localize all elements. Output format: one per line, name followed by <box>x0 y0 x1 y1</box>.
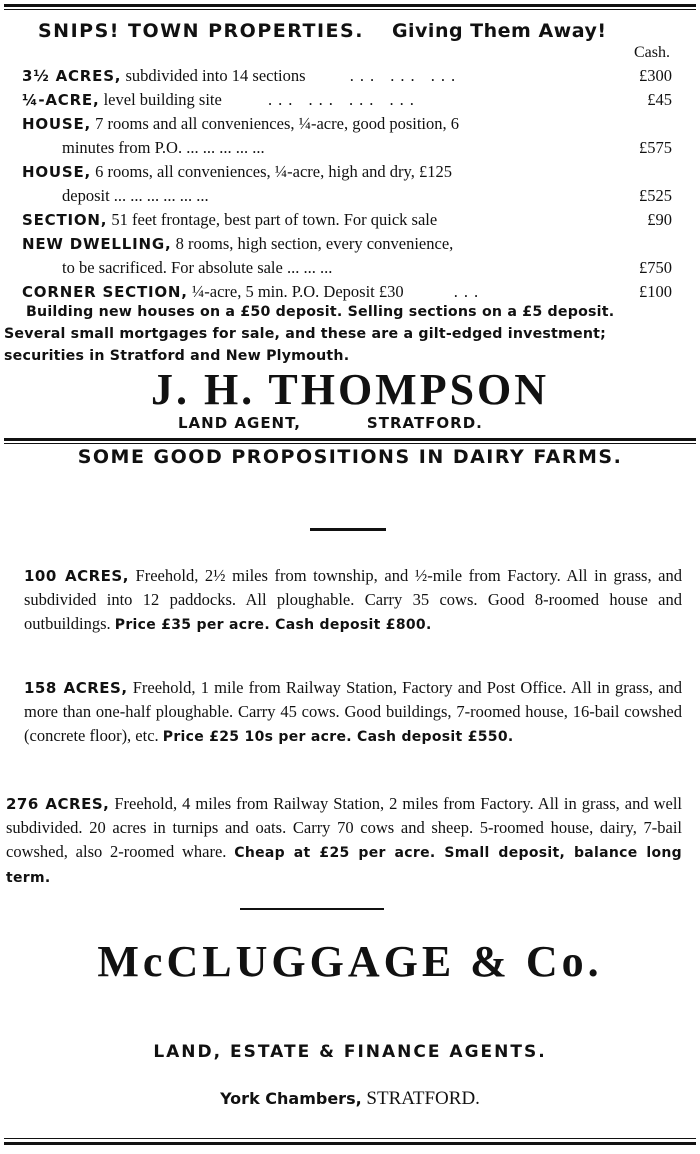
top-rule-thin <box>4 9 696 10</box>
bottom-rule-thin <box>4 1138 696 1139</box>
bottom-rule <box>4 1142 696 1145</box>
footer-line: securities in Stratford and New Plymouth. <box>4 348 350 364</box>
agent-line <box>178 414 483 432</box>
short-rule <box>310 528 386 531</box>
ad-divider-thin <box>4 443 696 444</box>
cash-column-header: Cash. <box>634 44 670 61</box>
listing: NEW DWELLING, 8 rooms, high section, every convenience, £750 <box>22 234 672 277</box>
agent-name: J. H. THOMPSON <box>150 365 550 414</box>
listing-continued: minutes from P.O. ... ... ... ... ... <box>62 138 265 157</box>
firm-address: York Chambers, STRATFORD. <box>220 1088 480 1109</box>
listing: HOUSE, 7 rooms and all conveniences, ¼-acre, good position, 6 £575 <box>22 114 672 157</box>
listing: CORNER SECTION, ¼-acre, 5 min. P.O. Deposit £30 ... £100 <box>22 282 672 301</box>
agent-title: LAND AGENT, <box>178 414 301 432</box>
listing: 3½ ACRES, subdivided into 14 sections ... ... ... £300 <box>22 66 672 85</box>
footer-line: Several small mortgages for sale, and these are a gilt-edged investment; <box>4 326 606 342</box>
ad-divider <box>4 438 696 441</box>
listing-continued: to be sacrificed. For absolute sale ... ... ... <box>62 258 333 277</box>
ad1-headline: SNIPS! TOWN PROPERTIES. Giving Them Away! <box>38 20 607 42</box>
firm-name: McCLUGGAGE & Co. <box>97 937 603 986</box>
short-rule <box>240 908 384 910</box>
listing: SECTION, 51 feet frontage, best part of town. For quick sale £90 <box>22 210 672 229</box>
listing: ¼-ACRE, level building site ... ... ... ... £45 <box>22 90 672 109</box>
farm-listing: 276 ACRES, Freehold, 4 miles from Railway Station, 2 miles from Factory. All in grass, and well subdivided. 20 acres in turnips and oats. Carry 70 cows and sheep. 5-roomed house, dairy, 7-bail cowshed, also 2-roomed whare. Cheap at £25 per acre. Small deposit, balance long term. <box>6 794 683 886</box>
ad2-headline: SOME GOOD PROPOSITIONS IN DAIRY FARMS. <box>77 446 623 468</box>
farm-listing: 158 ACRES, Freehold, 1 mile from Railway Station, Factory and Post Office. All in grass, and more than one-half ploughable. Carry 45 cows. Good buildings, 7-roomed house, 16-bail cowshed (concrete floor), etc. Price £25 10s per acre. Cash deposit £550. <box>24 678 683 745</box>
listing-continued: deposit ... ... ... ... ... ... <box>62 186 209 205</box>
firm-description: LAND, ESTATE & FINANCE AGENTS. <box>153 1042 547 1062</box>
listing: HOUSE, 6 rooms, all conveniences, ¼-acre, high and dry, £125 £525 <box>22 162 672 205</box>
top-rule <box>4 4 696 7</box>
footer-line: Building new houses on a £50 deposit. Selling sections on a £5 deposit. <box>26 304 615 320</box>
farm-listing: 100 ACRES, Freehold, 2½ miles from township, and ½-mile from Factory. All in grass, and subdivided into 12 paddocks. All ploughable. Carry 35 cows. Good 8-roomed house and outbuildings. Price £35 per acre. Cash deposit £800. <box>24 566 683 633</box>
agent-town: STRATFORD. <box>366 414 483 432</box>
